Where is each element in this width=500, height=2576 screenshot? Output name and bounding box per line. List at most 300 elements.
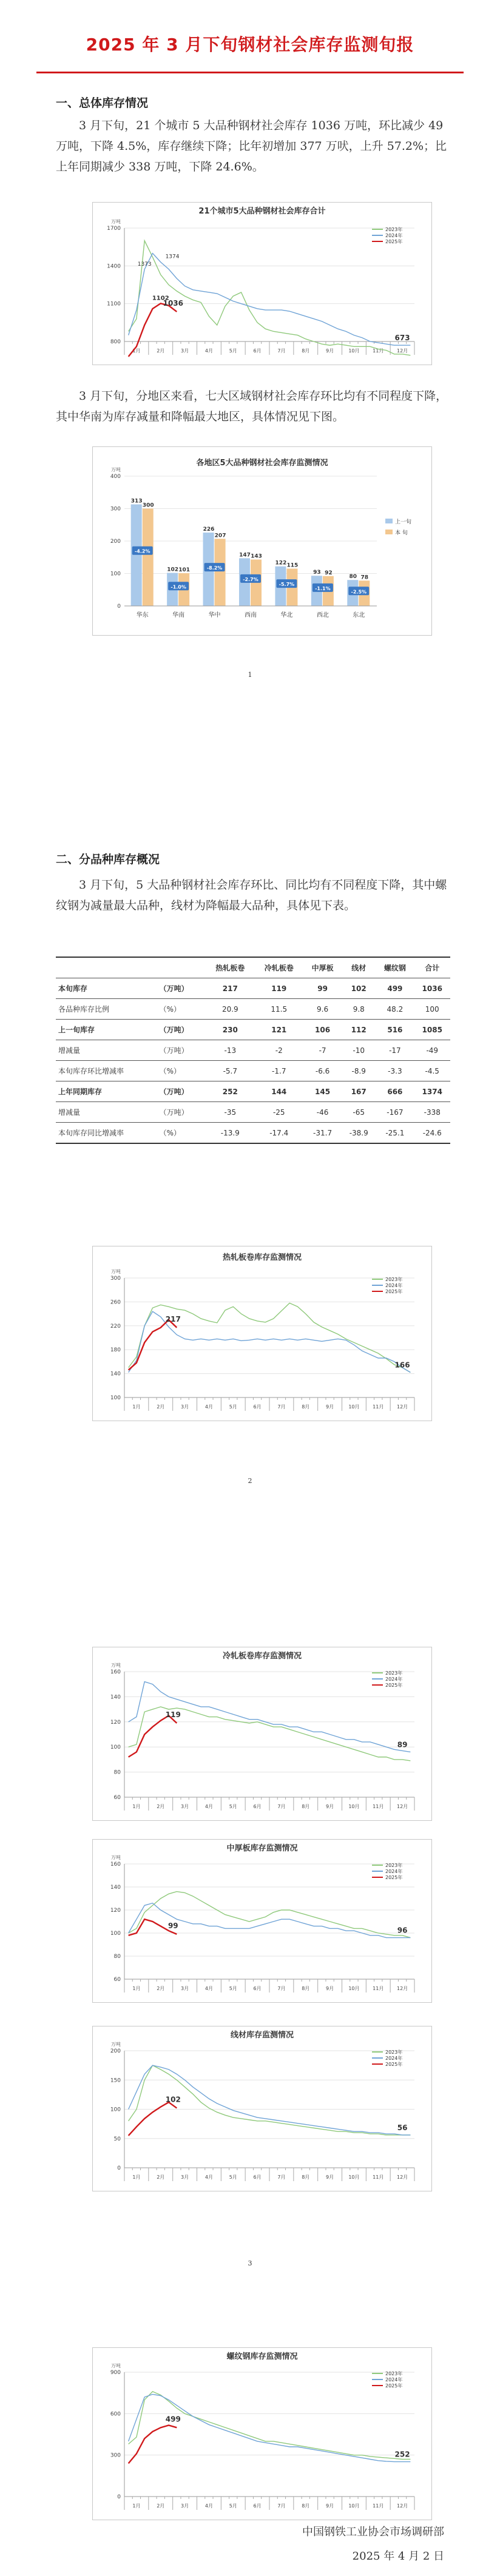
table-cell: -5.7 xyxy=(206,1061,254,1081)
change-badge-label: -8.2% xyxy=(206,565,223,571)
chart-medium-plate-svg xyxy=(93,1840,431,2002)
change-badge-label: -5.7% xyxy=(279,582,295,588)
y-tick-label: 50 xyxy=(113,2136,121,2142)
table-row-unit: （%） xyxy=(157,1061,206,1081)
legend-label: 2025年 xyxy=(385,1875,403,1880)
bar-value-label: 207 xyxy=(214,533,226,539)
legend-label: 2025年 xyxy=(385,2062,403,2067)
data-label: 252 xyxy=(394,2450,410,2459)
data-label: 1036 xyxy=(163,298,184,308)
series-line-2023年 xyxy=(129,1303,411,1372)
data-label: 166 xyxy=(394,1360,410,1370)
table-cell: -25.1 xyxy=(376,1123,414,1144)
series-line-2024年 xyxy=(129,2394,411,2461)
table-cell: 102 xyxy=(342,978,376,999)
bar-value-label: 93 xyxy=(313,570,321,576)
y-tick-label: 150 xyxy=(110,2077,121,2084)
legend-label: 本 旬 xyxy=(395,530,408,536)
table-row-label: 增减量 xyxy=(56,1040,157,1061)
y-tick-label: 140 xyxy=(110,1694,121,1701)
legend-label: 2024年 xyxy=(385,1283,403,1288)
table-cell: 1085 xyxy=(414,1020,450,1040)
table-header-cell: 热轧板卷 xyxy=(206,957,254,978)
x-tick-label: 5月 xyxy=(229,2174,237,2180)
data-label: 1373 xyxy=(137,261,152,267)
table-cell: -1.7 xyxy=(255,1061,303,1081)
y-tick-label: 260 xyxy=(110,1299,121,1306)
x-tick-label: 4月 xyxy=(204,1804,213,1809)
x-tick-label: 5月 xyxy=(229,1986,237,1991)
x-tick-label: 9月 xyxy=(326,2174,334,2180)
bar-value-label: 80 xyxy=(349,574,357,580)
data-label: 119 xyxy=(165,1710,181,1719)
table-cell: 499 xyxy=(376,978,414,999)
table-cell: -7 xyxy=(303,1040,342,1061)
legend-label: 2023年 xyxy=(385,227,403,232)
data-label: 1374 xyxy=(165,254,180,260)
legend-label: 2024年 xyxy=(385,1676,403,1682)
table-header-cell: 线材 xyxy=(342,957,376,978)
x-tick-label: 10月 xyxy=(348,1404,360,1410)
x-tick-label: 6月 xyxy=(253,1986,262,1991)
x-tick-label: 8月 xyxy=(302,2174,310,2180)
y-unit-label: 万吨 xyxy=(111,2363,121,2369)
x-tick-label: 6月 xyxy=(253,2174,262,2180)
table-row xyxy=(56,1123,450,1144)
series-line-2025年 xyxy=(129,2425,177,2463)
y-tick-label: 140 xyxy=(110,1371,121,1377)
y-tick-label: 120 xyxy=(110,1719,121,1726)
x-tick-label: 1月 xyxy=(132,348,141,354)
chart-cold-rolled-svg xyxy=(93,1647,431,1820)
y-tick-label: 900 xyxy=(110,2370,121,2376)
y-tick-label: 100 xyxy=(110,1744,121,1751)
table-cell: 121 xyxy=(255,1020,303,1040)
table-cell: -17 xyxy=(376,1040,414,1061)
table-row-label: 上年同期库存 xyxy=(56,1081,157,1102)
table-cell: 666 xyxy=(376,1081,414,1102)
y-tick-label: 0 xyxy=(117,2165,121,2171)
table-cell: 230 xyxy=(206,1020,254,1040)
y-unit-label: 万吨 xyxy=(111,1663,121,1668)
change-badge-label: -1.1% xyxy=(315,585,331,591)
table-header-row xyxy=(56,957,450,978)
y-tick-label: 200 xyxy=(110,2048,121,2054)
table-cell: 48.2 xyxy=(376,999,414,1020)
data-label: 96 xyxy=(397,1926,408,1935)
x-tick-label: 华中 xyxy=(208,612,221,619)
table-row-unit: （%） xyxy=(157,1123,206,1144)
x-tick-label: 1月 xyxy=(132,2503,141,2509)
x-tick-label: 6月 xyxy=(253,1404,262,1410)
x-tick-label: 华南 xyxy=(172,612,185,619)
series-line-2023年 xyxy=(129,1892,411,1938)
legend-label: 2024年 xyxy=(385,1869,403,1874)
table-cell: 9.8 xyxy=(342,999,376,1020)
bar-value-label: 143 xyxy=(251,553,262,560)
table-row-unit: （万吨） xyxy=(157,1040,206,1061)
table-cell: -13 xyxy=(206,1040,254,1061)
bar-value-label: 92 xyxy=(325,570,333,576)
table-cell: 11.5 xyxy=(255,999,303,1020)
y-tick-label: 1400 xyxy=(107,263,121,270)
legend-label: 2024年 xyxy=(385,2377,403,2383)
table-row-label: 本旬库存同比增减率 xyxy=(56,1123,157,1144)
x-tick-label: 2月 xyxy=(157,1986,165,1991)
section1-paragraph2: 3 月下旬，分地区来看，七大区域钢材社会库存环比均有不同程度下降，其中华南为库存减量和降幅最大地区，具体情况见下图。 xyxy=(56,389,448,423)
table-cell: -65 xyxy=(342,1102,376,1123)
chart-total-inventory xyxy=(92,202,432,365)
table-row xyxy=(56,1061,450,1081)
table-cell: 106 xyxy=(303,1020,342,1040)
table-row xyxy=(56,978,450,999)
chart-hot-rolled xyxy=(92,1246,432,1421)
x-tick-label: 8月 xyxy=(302,1404,310,1410)
y-tick-label: 160 xyxy=(110,1861,121,1868)
x-tick-label: 5月 xyxy=(229,2503,237,2509)
legend-label: 2023年 xyxy=(385,1863,403,1868)
chart-title: 中厚板库存监测情况 xyxy=(226,1844,298,1853)
y-tick-label: 300 xyxy=(110,2452,121,2459)
chart-hot-rolled-svg xyxy=(93,1246,431,1421)
table-cell: 252 xyxy=(206,1081,254,1102)
y-tick-label: 100 xyxy=(110,1931,121,1937)
chart-title: 螺纹钢库存监测情况 xyxy=(226,2352,298,2361)
x-tick-label: 1月 xyxy=(132,2174,141,2180)
x-tick-label: 9月 xyxy=(326,1986,334,1991)
change-badge-label: -1.0% xyxy=(171,584,186,590)
bar-value-label: 78 xyxy=(360,574,369,581)
y-tick-label: 100 xyxy=(110,1395,121,1401)
y-unit-label: 万吨 xyxy=(111,467,121,472)
y-tick-label: 140 xyxy=(110,1885,121,1891)
chart-title: 热轧板卷库存监测情况 xyxy=(222,1253,302,1262)
x-tick-label: 西南 xyxy=(245,612,257,619)
legend-swatch xyxy=(385,530,393,534)
chart-rebar xyxy=(92,2347,432,2520)
page-number-1: 1 xyxy=(248,671,252,679)
chart-wire-rod-svg xyxy=(93,2026,431,2191)
legend-swatch xyxy=(385,519,393,523)
x-tick-label: 1月 xyxy=(132,1804,141,1809)
chart-regional-svg xyxy=(93,447,431,635)
table-cell: -35 xyxy=(206,1102,254,1123)
x-tick-label: 3月 xyxy=(181,2174,189,2180)
y-tick-label: 1700 xyxy=(107,226,121,232)
table-header-cell xyxy=(56,957,206,978)
y-tick-label: 80 xyxy=(113,1769,121,1776)
chart-cold-rolled xyxy=(92,1647,432,1821)
legend-label: 2025年 xyxy=(385,1683,403,1688)
x-tick-label: 11月 xyxy=(373,1986,384,1991)
x-tick-label: 12月 xyxy=(396,2503,408,2509)
legend-label: 2025年 xyxy=(385,1289,403,1294)
legend-label: 上一旬 xyxy=(395,519,412,525)
x-tick-label: 6月 xyxy=(253,1804,262,1809)
x-tick-label: 6月 xyxy=(253,2503,262,2509)
x-tick-label: 9月 xyxy=(326,1404,334,1410)
table-cell: -4.5 xyxy=(414,1061,450,1081)
table-cell: -338 xyxy=(414,1102,450,1123)
x-tick-label: 3月 xyxy=(181,2503,189,2509)
table-cell: -25 xyxy=(255,1102,303,1123)
table-row-label: 增减量 xyxy=(56,1102,157,1123)
bar-value-label: 122 xyxy=(275,560,287,567)
table-header-cell: 螺纹钢 xyxy=(376,957,414,978)
y-tick-label: 80 xyxy=(113,1954,121,1960)
table-row-unit: （%） xyxy=(157,999,206,1020)
chart-title: 冷轧板卷库存监测情况 xyxy=(222,1652,302,1661)
table-cell: 112 xyxy=(342,1020,376,1040)
x-tick-label: 5月 xyxy=(229,1404,237,1410)
chart-wire-rod xyxy=(92,2026,432,2191)
table-row-unit: （万吨） xyxy=(157,978,206,999)
y-tick-label: 600 xyxy=(110,2411,121,2418)
table-cell: -6.6 xyxy=(303,1061,342,1081)
bar-value-label: 147 xyxy=(239,552,251,559)
table-cell: -167 xyxy=(376,1102,414,1123)
table-cell: -24.6 xyxy=(414,1123,450,1144)
table-cell: 100 xyxy=(414,999,450,1020)
table-cell: -46 xyxy=(303,1102,342,1123)
bar-value-label: 101 xyxy=(178,567,191,573)
y-unit-label: 万吨 xyxy=(111,1269,121,1274)
x-tick-label: 东北 xyxy=(353,612,365,619)
x-tick-label: 10月 xyxy=(348,348,360,354)
y-tick-label: 220 xyxy=(110,1323,121,1330)
x-tick-label: 2月 xyxy=(157,1404,165,1410)
x-tick-label: 4月 xyxy=(204,1986,213,1991)
x-tick-label: 10月 xyxy=(348,1986,360,1991)
table-row xyxy=(56,1081,450,1102)
x-tick-label: 1月 xyxy=(132,1986,141,1991)
data-label: 1102 xyxy=(152,295,169,302)
legend-label: 2023年 xyxy=(385,2050,403,2055)
y-tick-label: 0 xyxy=(117,604,121,610)
section1-heading: 一、总体库存情况 xyxy=(56,96,149,110)
chart-medium-plate xyxy=(92,1839,432,2003)
change-badge-label: -2.7% xyxy=(243,576,258,582)
table-cell: -2 xyxy=(255,1040,303,1061)
section2-heading: 二、分品种库存概况 xyxy=(56,853,160,866)
x-tick-label: 8月 xyxy=(302,2503,310,2509)
section2-paragraph: 3 月下旬，5 大品种钢材社会库存环比、同比均有不同程度下降，其中螺纹钢为减量最大品种，线材为降幅最大品种，具体见下表。 xyxy=(56,878,447,912)
x-tick-label: 11月 xyxy=(373,2174,384,2180)
table-cell: -17.4 xyxy=(255,1123,303,1144)
legend-label: 2024年 xyxy=(385,2056,403,2061)
x-tick-label: 华东 xyxy=(136,612,149,619)
legend-label: 2025年 xyxy=(385,239,403,244)
table-cell: 145 xyxy=(303,1081,342,1102)
table-header-cell: 冷轧板卷 xyxy=(255,957,303,978)
x-tick-label: 11月 xyxy=(373,1404,384,1410)
y-tick-label: 400 xyxy=(110,474,121,480)
x-tick-label: 4月 xyxy=(204,2503,213,2509)
chart-regional-inventory xyxy=(92,446,432,636)
legend-label: 2023年 xyxy=(385,2371,403,2376)
data-label: 217 xyxy=(165,1314,181,1323)
x-tick-label: 华北 xyxy=(280,612,293,619)
x-tick-label: 12月 xyxy=(396,1404,408,1410)
y-tick-label: 100 xyxy=(110,2107,121,2113)
legend-label: 2023年 xyxy=(385,1277,403,1282)
table-cell: 1374 xyxy=(414,1081,450,1102)
y-tick-label: 100 xyxy=(110,571,121,577)
table-cell: 119 xyxy=(255,978,303,999)
x-tick-label: 5月 xyxy=(229,348,237,354)
legend-label: 2024年 xyxy=(385,233,403,238)
legend-label: 2023年 xyxy=(385,1670,403,1676)
x-tick-label: 3月 xyxy=(181,348,189,354)
x-tick-label: 5月 xyxy=(229,1804,237,1809)
product-inventory-table xyxy=(56,957,450,1144)
x-tick-label: 10月 xyxy=(348,1804,360,1809)
table-row-label: 本旬库存环比增减率 xyxy=(56,1061,157,1081)
table-cell: -8.9 xyxy=(342,1061,376,1081)
y-tick-label: 60 xyxy=(113,1795,121,1801)
series-line-2025年 xyxy=(129,2102,177,2136)
x-tick-label: 4月 xyxy=(204,1404,213,1410)
data-label: 499 xyxy=(165,2415,181,2424)
table-cell: 167 xyxy=(342,1081,376,1102)
x-tick-label: 8月 xyxy=(302,1986,310,1991)
x-tick-label: 8月 xyxy=(302,348,310,354)
x-tick-label: 7月 xyxy=(277,1404,286,1410)
chart-title: 各地区5大品种钢材社会库存监测情况 xyxy=(196,459,328,468)
x-tick-label: 12月 xyxy=(396,348,408,354)
chart-rebar-svg xyxy=(93,2348,431,2520)
page-title: 2025 年 3 月下旬钢材社会库存监测旬报 xyxy=(86,35,414,55)
section1-paragraph1: 3 月下旬，21 个城市 5 大品种钢材社会库存 1036 万吨，环比减少 49 万吨，下降 4.5%，库存继续下降；比年初增加 377 万吠，上升 57.2%；比上年同期减少 338 万吨，下降 24.6%。 xyxy=(56,119,447,173)
data-label: 56 xyxy=(397,2123,408,2132)
x-tick-label: 6月 xyxy=(253,348,262,354)
table-cell: -49 xyxy=(414,1040,450,1061)
table-row xyxy=(56,999,450,1020)
table-row xyxy=(56,1040,450,1061)
series-line-2024年 xyxy=(129,1903,411,1938)
x-tick-label: 3月 xyxy=(181,1404,189,1410)
y-tick-label: 300 xyxy=(110,506,121,513)
x-tick-label: 7月 xyxy=(277,1986,286,1991)
x-tick-label: 7月 xyxy=(277,2174,286,2180)
table-cell: -10 xyxy=(342,1040,376,1061)
bar-本 旬 xyxy=(215,539,226,606)
table-row-unit: （万吨） xyxy=(157,1102,206,1123)
y-unit-label: 万吨 xyxy=(111,2042,121,2047)
table-row-unit: （万吨） xyxy=(157,1020,206,1040)
x-tick-label: 2月 xyxy=(157,348,165,354)
table-cell: 144 xyxy=(255,1081,303,1102)
bar-value-label: 102 xyxy=(167,567,179,573)
x-tick-label: 12月 xyxy=(396,1804,408,1809)
data-label: 673 xyxy=(394,334,410,343)
bar-value-label: 300 xyxy=(142,502,154,509)
x-tick-label: 9月 xyxy=(326,348,334,354)
change-badge-label: -4.2% xyxy=(134,548,150,554)
y-tick-label: 160 xyxy=(110,1669,121,1675)
y-tick-label: 120 xyxy=(110,1908,121,1914)
x-tick-label: 8月 xyxy=(302,1804,310,1809)
bar-本 旬 xyxy=(143,509,154,607)
y-tick-label: 200 xyxy=(110,539,121,545)
x-tick-label: 3月 xyxy=(181,1986,189,1991)
x-tick-label: 12月 xyxy=(396,2174,408,2180)
bar-value-label: 226 xyxy=(203,526,215,533)
data-label: 89 xyxy=(397,1740,408,1749)
x-tick-label: 11月 xyxy=(373,2503,384,2509)
x-tick-label: 11月 xyxy=(373,1804,384,1809)
table-row-label: 各品种库存比例 xyxy=(56,999,157,1020)
bar-上一旬 xyxy=(131,505,142,606)
data-label: 99 xyxy=(167,1921,178,1930)
x-tick-label: 7月 xyxy=(277,1804,286,1809)
table-cell: 1036 xyxy=(414,978,450,999)
page-number-2: 2 xyxy=(248,1477,252,1485)
x-tick-label: 4月 xyxy=(204,2174,213,2180)
y-tick-label: 1100 xyxy=(107,301,121,308)
table-cell: -13.9 xyxy=(206,1123,254,1144)
table-cell: 516 xyxy=(376,1020,414,1040)
data-label: 102 xyxy=(165,2095,181,2104)
x-tick-label: 11月 xyxy=(373,348,384,354)
x-tick-label: 3月 xyxy=(181,1804,189,1809)
table-cell: 99 xyxy=(303,978,342,999)
chart-total-svg xyxy=(93,203,431,365)
title-divider xyxy=(36,72,464,73)
y-tick-label: 300 xyxy=(110,1276,121,1282)
table-row xyxy=(56,1102,450,1123)
chart-title: 线材库存监测情况 xyxy=(230,2031,294,2040)
table-header-cell: 合计 xyxy=(414,957,450,978)
x-tick-label: 2月 xyxy=(157,1804,165,1809)
y-tick-label: 180 xyxy=(110,1347,121,1354)
footer-org: 中国钢铁工业协会市场调研部 xyxy=(302,2526,444,2538)
table-cell: -38.9 xyxy=(342,1123,376,1144)
x-tick-label: 7月 xyxy=(277,348,286,354)
y-unit-label: 万吨 xyxy=(111,219,121,224)
x-tick-label: 4月 xyxy=(204,348,213,354)
chart-title: 21个城市5大品种钢材社会库存合计 xyxy=(198,207,326,216)
table-row xyxy=(56,1020,450,1040)
table-row-label: 本旬库存 xyxy=(56,978,157,999)
x-tick-label: 9月 xyxy=(326,1804,334,1809)
y-tick-label: 800 xyxy=(110,339,121,345)
table-cell: 9.6 xyxy=(303,999,342,1020)
page-number-3: 3 xyxy=(248,2259,252,2267)
x-tick-label: 12月 xyxy=(396,1986,408,1991)
x-tick-label: 10月 xyxy=(348,2174,360,2180)
y-tick-label: 0 xyxy=(117,2494,121,2500)
x-tick-label: 10月 xyxy=(348,2503,360,2509)
x-tick-label: 西北 xyxy=(316,612,329,619)
y-unit-label: 万吨 xyxy=(111,1855,121,1860)
table-cell: 20.9 xyxy=(206,999,254,1020)
table-cell: -31.7 xyxy=(303,1123,342,1144)
change-badge-label: -2.5% xyxy=(351,589,367,595)
table-cell: -3.3 xyxy=(376,1061,414,1081)
table-row-unit: （万吨） xyxy=(157,1081,206,1102)
x-tick-label: 2月 xyxy=(157,2174,165,2180)
x-tick-label: 7月 xyxy=(277,2503,286,2509)
table-header-cell: 中厚板 xyxy=(303,957,342,978)
table-row-label: 上一旬库存 xyxy=(56,1020,157,1040)
x-tick-label: 2月 xyxy=(157,2503,165,2509)
footer-date: 2025 年 4 月 2 日 xyxy=(352,2550,444,2563)
table-cell: 217 xyxy=(206,978,254,999)
x-tick-label: 1月 xyxy=(132,1404,141,1410)
legend-label: 2025年 xyxy=(385,2383,403,2389)
bar-value-label: 115 xyxy=(286,562,299,569)
